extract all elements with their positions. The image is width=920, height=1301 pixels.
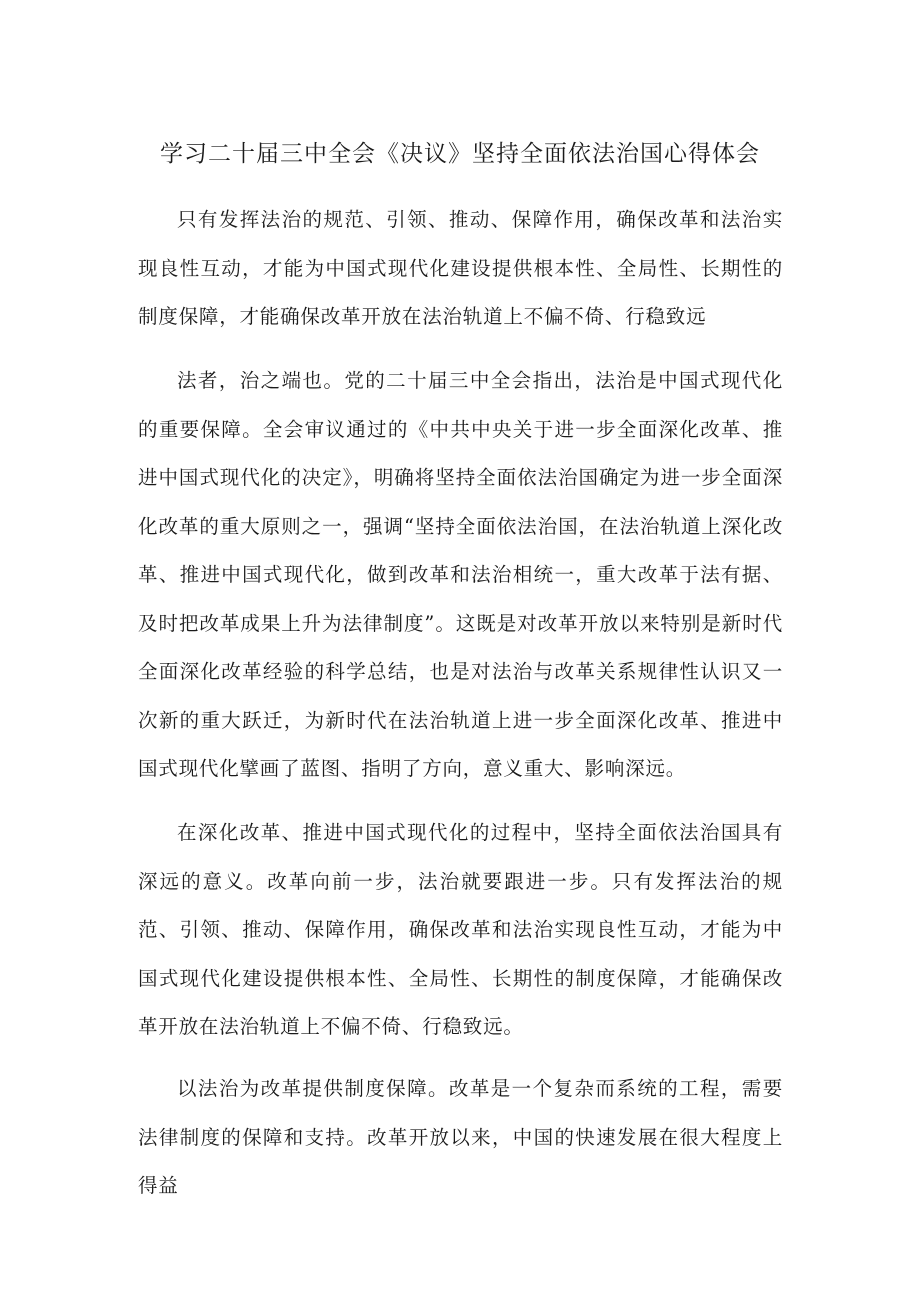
paragraph-significance: 在深化改革、推进中国式现代化的过程中，坚持全面依法治国具有深远的意义。改革向前一步，法治就要跟进一步。只有发挥法治的规范、引领、推动、保障作用，确保改革和法治实现良性互动，才能为中国式现代化建设提供根本性、全局性、长期性的制度保障，才能确保改革开放在法治轨道上不偏不倚、行稳致远。 <box>138 821 783 1038</box>
document-title: 学习二十届三中全会《决议》坚持全面依法治国心得体会 <box>160 141 760 167</box>
paragraph-rule-of-law-importance: 法者，治之端也。党的二十届三中全会指出，法治是中国式现代化的重要保障。全会审议通过的《中共中央关于进一步全面深化改革、推进中国式现代化的决定》，明确将坚持全面依法治国确定为进一步全面深化改革的重大原则之一，强调“坚持全面依法治国，在法治轨道上深化改革、推进中国式现代化，做到改革和法治相统一，重大改革于法有据、及时把改革成果上升为法律制度”。这既是对改革开放以来特别是新时代全面深化改革经验的科学总结，也是对法治与改革关系规律性认识又一次新的重大跃迁，为新时代在法治轨道上进一步全面深化改革、推进中国式现代化擘画了蓝图、指明了方向，意义重大、影响深远。 <box>138 369 783 780</box>
paragraph-summary: 只有发挥法治的规范、引领、推动、保障作用，确保改革和法治实现良性互动，才能为中国式现代化建设提供根本性、全局性、长期性的制度保障，才能确保改革开放在法治轨道上不偏不倚、行稳致远 <box>138 208 783 328</box>
paragraph-institutional-guarantee: 以法治为改革提供制度保障。改革是一个复杂而系统的工程，需要法律制度的保障和支持。改革开放以来，中国的快速发展在很大程度上得益 <box>138 1077 783 1197</box>
